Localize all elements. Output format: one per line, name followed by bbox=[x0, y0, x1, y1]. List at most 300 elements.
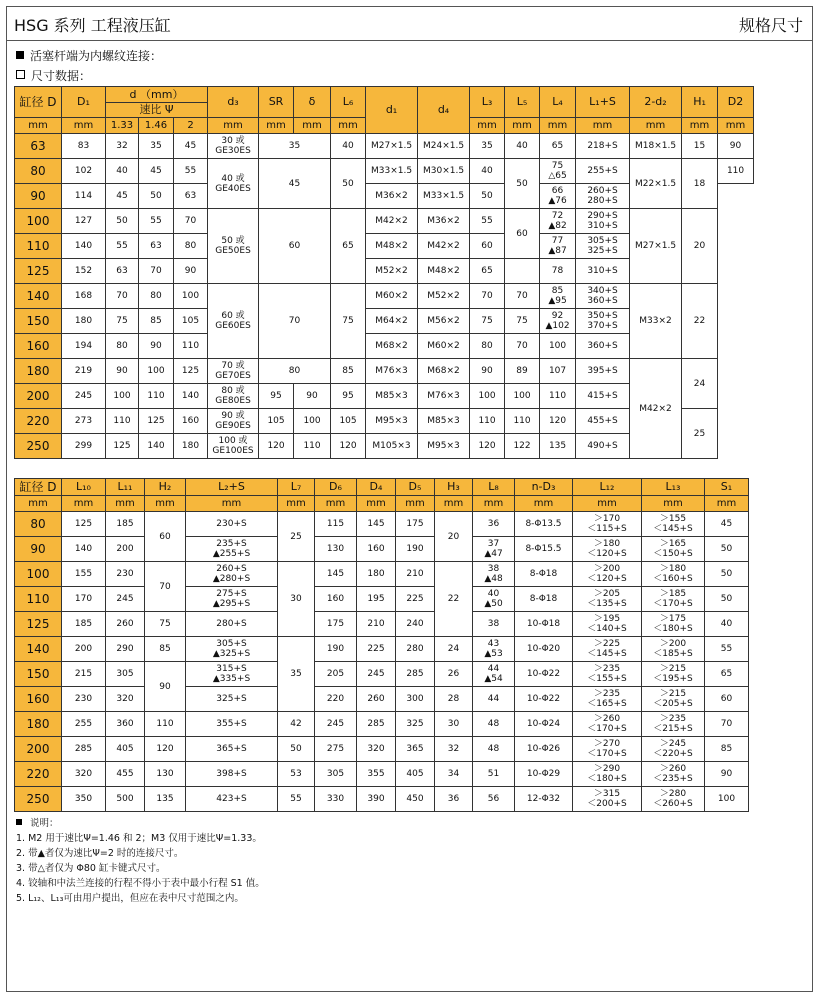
header-cell: d₃ bbox=[208, 87, 259, 118]
value-cell: ＞165 ＜150+S bbox=[642, 537, 705, 562]
unit-cell: mm bbox=[473, 496, 515, 512]
value-cell: 92 ▲102 bbox=[540, 309, 576, 334]
value-cell: 100 bbox=[470, 384, 505, 409]
value-cell: 260+S 280+S bbox=[576, 184, 630, 209]
value-cell: 255 bbox=[62, 712, 106, 737]
value-cell: 24 bbox=[682, 359, 718, 409]
value-cell: 72 ▲82 bbox=[540, 209, 576, 234]
value-cell: 120 bbox=[145, 737, 186, 762]
value-cell: 365+S bbox=[186, 737, 278, 762]
value-cell: 50 bbox=[278, 737, 315, 762]
value-cell: 305+S 325+S bbox=[576, 234, 630, 259]
value-cell: 50 bbox=[331, 159, 366, 209]
value-cell: 190 bbox=[315, 637, 357, 662]
value-cell: 218+S bbox=[576, 134, 630, 159]
note-item: 4. 铰轴和中法兰连接的行程不得小于表中最小行程 S1 值。 bbox=[16, 878, 265, 889]
value-cell: M52×2 bbox=[418, 284, 470, 309]
value-cell: 10-Φ24 bbox=[515, 712, 573, 737]
value-cell: 70 bbox=[470, 284, 505, 309]
value-cell: 160 bbox=[174, 409, 208, 434]
table-row bbox=[15, 562, 749, 587]
header-cell: H₂ bbox=[145, 479, 186, 496]
table-row bbox=[15, 587, 749, 612]
value-cell: 77 ▲87 bbox=[540, 234, 576, 259]
value-cell: 500 bbox=[106, 787, 145, 812]
table-2-body bbox=[15, 512, 749, 812]
value-cell: 230+S bbox=[186, 512, 278, 537]
value-cell bbox=[505, 259, 540, 284]
header-cell: d₁ bbox=[366, 87, 418, 134]
value-cell: 40 bbox=[470, 159, 505, 184]
value-cell: 95 bbox=[259, 384, 294, 409]
value-cell: 275 bbox=[315, 737, 357, 762]
value-cell: ＞235 ＜155+S bbox=[573, 662, 642, 687]
value-cell: M60×2 bbox=[418, 334, 470, 359]
value-cell: 26 bbox=[435, 662, 473, 687]
filled-square-icon bbox=[16, 51, 24, 59]
header-cell: L₂+S bbox=[186, 479, 278, 496]
value-cell: 219 bbox=[62, 359, 106, 384]
value-cell: 230 bbox=[62, 687, 106, 712]
value-cell: 40 ▲50 bbox=[473, 587, 515, 612]
value-cell: ＞290 ＜180+S bbox=[573, 762, 642, 787]
header-cell: S₁ bbox=[705, 479, 749, 496]
value-cell: 285 bbox=[357, 712, 396, 737]
value-cell: 315+S ▲335+S bbox=[186, 662, 278, 687]
value-cell: M27×1.5 bbox=[630, 209, 682, 284]
bore-cell: 180 bbox=[15, 712, 62, 737]
value-cell: 398+S bbox=[186, 762, 278, 787]
bore-cell: 160 bbox=[15, 687, 62, 712]
value-cell: ＞270 ＜170+S bbox=[573, 737, 642, 762]
value-cell: M24×1.5 bbox=[418, 134, 470, 159]
value-cell: 25 bbox=[278, 512, 315, 562]
value-cell: M68×2 bbox=[366, 334, 418, 359]
note-item: 5. L₁₂、L₁₃可由用户提出，但应在表中尺寸范围之内。 bbox=[16, 893, 244, 904]
value-cell: 350 bbox=[62, 787, 106, 812]
value-cell: 36 bbox=[435, 787, 473, 812]
value-cell: M42×2 bbox=[630, 359, 682, 459]
bore-cell: 110 bbox=[15, 587, 62, 612]
unit-cell: mm bbox=[718, 118, 754, 134]
value-cell: 65 bbox=[470, 259, 505, 284]
value-cell: 135 bbox=[540, 434, 576, 459]
value-cell: 10-Φ20 bbox=[515, 637, 573, 662]
value-cell: 340+S 360+S bbox=[576, 284, 630, 309]
value-cell: M33×1.5 bbox=[366, 159, 418, 184]
bore-cell: 200 bbox=[15, 384, 62, 409]
value-cell: 260+S ▲280+S bbox=[186, 562, 278, 587]
value-cell: 30 bbox=[278, 562, 315, 637]
value-cell: 63 bbox=[139, 234, 174, 259]
bore-cell: 100 bbox=[15, 209, 62, 234]
value-cell: 70 bbox=[705, 712, 749, 737]
value-cell: 55 bbox=[470, 209, 505, 234]
value-cell: M68×2 bbox=[418, 359, 470, 384]
value-cell: M27×1.5 bbox=[366, 134, 418, 159]
value-cell: 30 bbox=[435, 712, 473, 737]
value-cell: ＞235 ＜215+S bbox=[642, 712, 705, 737]
value-cell: 80 或 GE80ES bbox=[208, 384, 259, 409]
bore-cell: 150 bbox=[15, 309, 62, 334]
value-cell: 18 bbox=[682, 159, 718, 209]
unit-cell: mm bbox=[573, 496, 642, 512]
value-cell: ＞195 ＜140+S bbox=[573, 612, 642, 637]
value-cell: 105 bbox=[331, 409, 366, 434]
value-cell: ＞280 ＜260+S bbox=[642, 787, 705, 812]
value-cell: 195 bbox=[357, 587, 396, 612]
value-cell: 320 bbox=[357, 737, 396, 762]
value-cell: 37 ▲47 bbox=[473, 537, 515, 562]
value-cell: 55 bbox=[139, 209, 174, 234]
value-cell: 10-Φ22 bbox=[515, 687, 573, 712]
notes-title: 说明： bbox=[16, 816, 265, 831]
value-cell: 305+S ▲325+S bbox=[186, 637, 278, 662]
value-cell: M42×2 bbox=[418, 234, 470, 259]
unit-cell: mm bbox=[331, 118, 366, 134]
value-cell: 55 bbox=[705, 637, 749, 662]
value-cell: 65 bbox=[540, 134, 576, 159]
table-1-body bbox=[15, 134, 754, 459]
value-cell: 45 bbox=[139, 159, 174, 184]
header-cell: D₄ bbox=[357, 479, 396, 496]
value-cell: 90 bbox=[705, 762, 749, 787]
unit-cell: mm bbox=[106, 496, 145, 512]
value-cell: 36 bbox=[473, 512, 515, 537]
value-cell: 75 bbox=[505, 309, 540, 334]
value-cell: 90 bbox=[470, 359, 505, 384]
value-cell: 415+S bbox=[576, 384, 630, 409]
value-cell: 75 bbox=[470, 309, 505, 334]
value-cell: 160 bbox=[357, 537, 396, 562]
value-cell: ＞170 ＜115+S bbox=[573, 512, 642, 537]
value-cell: 50 bbox=[705, 587, 749, 612]
value-cell: 140 bbox=[174, 384, 208, 409]
table-row bbox=[15, 637, 749, 662]
value-cell: 85 bbox=[331, 359, 366, 384]
value-cell: 360 bbox=[106, 712, 145, 737]
value-cell: 60 bbox=[505, 209, 540, 259]
value-cell: 110 bbox=[470, 409, 505, 434]
header-bore: 缸径 D bbox=[15, 87, 62, 118]
bore-cell: 125 bbox=[15, 259, 62, 284]
value-cell: 100 bbox=[174, 284, 208, 309]
value-cell: 100 或 GE100ES bbox=[208, 434, 259, 459]
value-cell: 44 bbox=[473, 687, 515, 712]
value-cell: 290+S 310+S bbox=[576, 209, 630, 234]
value-cell: 80 bbox=[106, 334, 139, 359]
value-cell: 285 bbox=[62, 737, 106, 762]
value-cell: 152 bbox=[62, 259, 106, 284]
value-cell: 38 ▲48 bbox=[473, 562, 515, 587]
value-cell: 65 bbox=[331, 209, 366, 284]
value-cell: 55 bbox=[278, 787, 315, 812]
value-cell: 200 bbox=[106, 537, 145, 562]
value-cell: 50 bbox=[505, 159, 540, 209]
unit-cell: mm bbox=[259, 118, 294, 134]
bore-cell: 180 bbox=[15, 359, 62, 384]
value-cell: 55 bbox=[106, 234, 139, 259]
value-cell: 40 bbox=[505, 134, 540, 159]
value-cell: 10-Φ26 bbox=[515, 737, 573, 762]
value-cell: 35 bbox=[278, 637, 315, 712]
value-cell: 12-Φ32 bbox=[515, 787, 573, 812]
value-cell: 107 bbox=[540, 359, 576, 384]
bore-cell: 63 bbox=[15, 134, 62, 159]
bore-cell: 90 bbox=[15, 184, 62, 209]
value-cell: M52×2 bbox=[366, 259, 418, 284]
value-cell: 260 bbox=[106, 612, 145, 637]
table-row bbox=[15, 662, 749, 687]
value-cell: 122 bbox=[505, 434, 540, 459]
value-cell: 35 bbox=[139, 134, 174, 159]
value-cell: 135 bbox=[145, 787, 186, 812]
value-cell: 63 bbox=[174, 184, 208, 209]
value-cell: 50 或 GE50ES bbox=[208, 209, 259, 284]
value-cell: 70 bbox=[259, 284, 331, 359]
value-cell: 110 bbox=[139, 384, 174, 409]
value-cell: 43 ▲53 bbox=[473, 637, 515, 662]
bore-cell: 80 bbox=[15, 512, 62, 537]
header-cell: L₁₁ bbox=[106, 479, 145, 496]
value-cell: ＞215 ＜195+S bbox=[642, 662, 705, 687]
value-cell: 273 bbox=[62, 409, 106, 434]
value-cell: 53 bbox=[278, 762, 315, 787]
value-cell: M85×3 bbox=[418, 409, 470, 434]
value-cell: 455 bbox=[106, 762, 145, 787]
value-cell: 85 bbox=[705, 737, 749, 762]
unit-cell: mm bbox=[15, 118, 62, 134]
value-cell: 60 或 GE60ES bbox=[208, 284, 259, 359]
value-cell: M105×3 bbox=[366, 434, 418, 459]
unit-cell: mm bbox=[505, 118, 540, 134]
bore-cell: 140 bbox=[15, 284, 62, 309]
value-cell: 90 或 GE90ES bbox=[208, 409, 259, 434]
value-cell: 360+S bbox=[576, 334, 630, 359]
header-cell: SR bbox=[259, 87, 294, 118]
value-cell: M36×2 bbox=[366, 184, 418, 209]
value-cell: 102 bbox=[62, 159, 106, 184]
value-cell: 22 bbox=[682, 284, 718, 359]
value-cell: 25 bbox=[682, 409, 718, 459]
value-cell: 210 bbox=[357, 612, 396, 637]
value-cell: 140 bbox=[62, 537, 106, 562]
value-cell: 8-Φ13.5 bbox=[515, 512, 573, 537]
value-cell: 160 bbox=[315, 587, 357, 612]
value-cell: 50 bbox=[705, 562, 749, 587]
header-cell: L₈ bbox=[473, 479, 515, 496]
value-cell: 280 bbox=[396, 637, 435, 662]
value-cell: 125 bbox=[106, 434, 139, 459]
value-cell: M48×2 bbox=[418, 259, 470, 284]
value-cell: 320 bbox=[106, 687, 145, 712]
value-cell: 32 bbox=[106, 134, 139, 159]
value-cell: 110 bbox=[106, 409, 139, 434]
bore-cell: 140 bbox=[15, 637, 62, 662]
value-cell: 83 bbox=[62, 134, 106, 159]
value-cell: ＞180 ＜160+S bbox=[642, 562, 705, 587]
value-cell: 245 bbox=[62, 384, 106, 409]
value-cell: 140 bbox=[139, 434, 174, 459]
bore-cell: 200 bbox=[15, 737, 62, 762]
value-cell: 45 bbox=[705, 512, 749, 537]
bore-cell: 90 bbox=[15, 537, 62, 562]
value-cell: 490+S bbox=[576, 434, 630, 459]
value-cell: 235+S ▲255+S bbox=[186, 537, 278, 562]
unit-cell: mm bbox=[705, 496, 749, 512]
value-cell: 80 bbox=[139, 284, 174, 309]
value-cell: 90 bbox=[718, 134, 754, 159]
value-cell: ＞200 ＜120+S bbox=[573, 562, 642, 587]
unit-cell: mm bbox=[630, 118, 682, 134]
section-heading-dimensions: 尺寸数据： bbox=[16, 67, 91, 84]
value-cell: 85 ▲95 bbox=[540, 284, 576, 309]
value-cell: M48×2 bbox=[366, 234, 418, 259]
header-cell: L₁₀ bbox=[62, 479, 106, 496]
value-cell: 275+S ▲295+S bbox=[186, 587, 278, 612]
value-cell: 75 bbox=[106, 309, 139, 334]
dimension-table-2 bbox=[14, 478, 749, 812]
value-cell: M60×2 bbox=[366, 284, 418, 309]
value-cell: 405 bbox=[396, 762, 435, 787]
table-row bbox=[15, 787, 749, 812]
value-cell: ＞260 ＜170+S bbox=[573, 712, 642, 737]
value-cell: 70 或 GE70ES bbox=[208, 359, 259, 384]
value-cell: 80 bbox=[259, 359, 331, 384]
value-cell: M36×2 bbox=[418, 209, 470, 234]
bore-cell: 125 bbox=[15, 612, 62, 637]
bore-cell: 220 bbox=[15, 762, 62, 787]
value-cell: 325 bbox=[396, 712, 435, 737]
value-cell: 325+S bbox=[186, 687, 278, 712]
value-cell: 125 bbox=[174, 359, 208, 384]
header-cell: 速比 Ψ bbox=[106, 103, 208, 118]
value-cell: 450 bbox=[396, 787, 435, 812]
value-cell: 210 bbox=[396, 562, 435, 587]
value-cell: 120 bbox=[331, 434, 366, 459]
value-cell: 85 bbox=[145, 637, 186, 662]
value-cell: 185 bbox=[62, 612, 106, 637]
value-cell: 95 bbox=[331, 384, 366, 409]
header-cell: L₅ bbox=[505, 87, 540, 118]
value-cell: 200 bbox=[62, 637, 106, 662]
value-cell: 45 bbox=[106, 184, 139, 209]
value-cell: 50 bbox=[470, 184, 505, 209]
value-cell: 100 bbox=[106, 384, 139, 409]
value-cell: 24 bbox=[435, 637, 473, 662]
value-cell: 125 bbox=[139, 409, 174, 434]
value-cell: 70 bbox=[145, 562, 186, 612]
notes bbox=[16, 816, 265, 906]
value-cell: ＞180 ＜120+S bbox=[573, 537, 642, 562]
value-cell: M76×3 bbox=[366, 359, 418, 384]
value-cell: 32 bbox=[435, 737, 473, 762]
value-cell: 230 bbox=[106, 562, 145, 587]
unit-cell: mm bbox=[682, 118, 718, 134]
value-cell: ＞245 ＜220+S bbox=[642, 737, 705, 762]
value-cell: 110 bbox=[540, 384, 576, 409]
bore-cell: 220 bbox=[15, 409, 62, 434]
value-cell: 140 bbox=[62, 234, 106, 259]
table-row bbox=[15, 537, 749, 562]
header-cell: H₃ bbox=[435, 479, 473, 496]
value-cell: 110 bbox=[294, 434, 331, 459]
table-row bbox=[15, 159, 754, 184]
value-cell: 205 bbox=[315, 662, 357, 687]
section-heading-rod-end: 活塞杆端为内螺纹连接： bbox=[16, 47, 162, 64]
unit-cell: mm bbox=[576, 118, 630, 134]
value-cell: 155 bbox=[62, 562, 106, 587]
value-cell: 45 bbox=[259, 159, 331, 209]
ratio-cell: 1.46 bbox=[139, 118, 174, 134]
value-cell: 225 bbox=[357, 637, 396, 662]
value-cell: 300 bbox=[396, 687, 435, 712]
value-cell: 120 bbox=[540, 409, 576, 434]
value-cell: 75 bbox=[331, 284, 366, 359]
value-cell: 280+S bbox=[186, 612, 278, 637]
value-cell: 55 bbox=[174, 159, 208, 184]
value-cell: 66 ▲76 bbox=[540, 184, 576, 209]
value-cell: M33×1.5 bbox=[418, 184, 470, 209]
unit-cell: mm bbox=[357, 496, 396, 512]
table-row bbox=[15, 284, 754, 309]
value-cell: 175 bbox=[396, 512, 435, 537]
value-cell: 180 bbox=[62, 309, 106, 334]
value-cell: 130 bbox=[145, 762, 186, 787]
value-cell: M33×2 bbox=[630, 284, 682, 359]
unit-cell: mm bbox=[62, 118, 106, 134]
value-cell: M95×3 bbox=[418, 434, 470, 459]
value-cell: 170 bbox=[62, 587, 106, 612]
value-cell: 125 bbox=[62, 512, 106, 537]
unit-cell: mm bbox=[186, 496, 278, 512]
table-row bbox=[15, 512, 749, 537]
header-cell: 2-d₂ bbox=[630, 87, 682, 118]
value-cell: ＞225 ＜145+S bbox=[573, 637, 642, 662]
value-cell: 395+S bbox=[576, 359, 630, 384]
value-cell: 51 bbox=[473, 762, 515, 787]
value-cell: 285 bbox=[396, 662, 435, 687]
value-cell: 60 bbox=[470, 234, 505, 259]
value-cell: 50 bbox=[139, 184, 174, 209]
table-row bbox=[15, 712, 749, 737]
value-cell: M56×2 bbox=[418, 309, 470, 334]
value-cell: 78 bbox=[540, 259, 576, 284]
table-row bbox=[15, 134, 754, 159]
value-cell: 60 bbox=[259, 209, 331, 284]
value-cell: M64×2 bbox=[366, 309, 418, 334]
table-row bbox=[15, 737, 749, 762]
value-cell: 455+S bbox=[576, 409, 630, 434]
value-cell: M18×1.5 bbox=[630, 134, 682, 159]
header-cell: H₁ bbox=[682, 87, 718, 118]
table-2-header bbox=[15, 479, 749, 512]
value-cell: 90 bbox=[145, 662, 186, 712]
table-row bbox=[15, 209, 754, 234]
bore-cell: 250 bbox=[15, 434, 62, 459]
value-cell: ＞260 ＜235+S bbox=[642, 762, 705, 787]
spec-title: 规格尺寸 bbox=[738, 16, 803, 35]
value-cell: 34 bbox=[435, 762, 473, 787]
header-cell: n-D₃ bbox=[515, 479, 573, 496]
title-bar bbox=[6, 6, 813, 41]
value-cell: 48 bbox=[473, 737, 515, 762]
dimension-table-1 bbox=[14, 86, 754, 459]
header-cell: L₁+S bbox=[576, 87, 630, 118]
value-cell: 44 ▲54 bbox=[473, 662, 515, 687]
value-cell: 8-Φ18 bbox=[515, 587, 573, 612]
value-cell: 15 bbox=[682, 134, 718, 159]
